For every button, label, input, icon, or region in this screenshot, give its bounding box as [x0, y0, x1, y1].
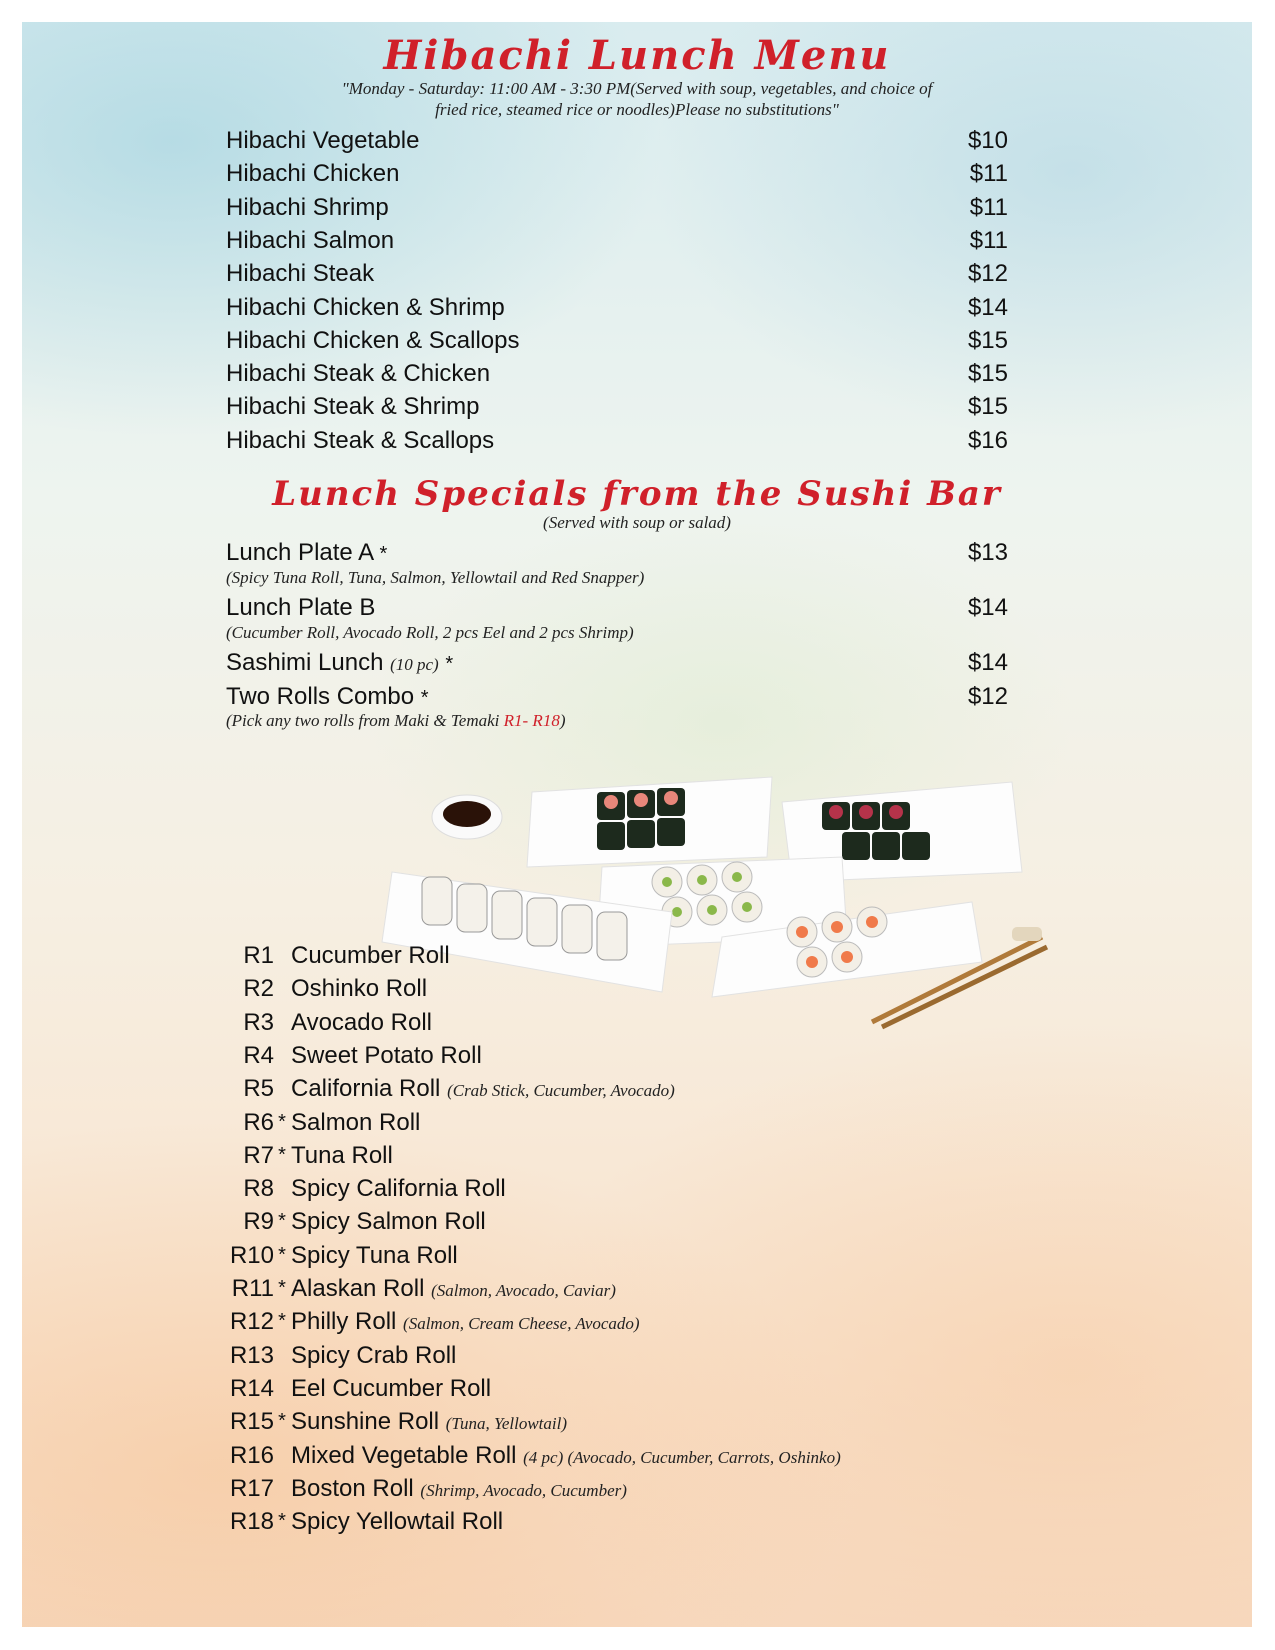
roll-name-wrap — [291, 1208, 486, 1236]
roll-name: Spicy Yellowtail Roll — [291, 1508, 504, 1536]
roll-code: R10 — [229, 1241, 274, 1269]
roll-name-wrap — [291, 1308, 640, 1336]
roll-item — [226, 1342, 1126, 1375]
item-name: Hibachi Steak — [226, 260, 375, 288]
roll-code: R4 — [243, 1041, 274, 1069]
item-price: $14 — [967, 649, 1008, 676]
roll-name-wrap — [291, 975, 427, 1003]
roll-name-wrap — [291, 1009, 432, 1037]
roll-name-wrap — [291, 942, 450, 970]
item-name: Hibachi Chicken & Scallops — [226, 326, 520, 354]
raw-star: * — [278, 1110, 286, 1133]
item-name: Hibachi Shrimp — [226, 193, 389, 221]
item-price: $15 — [967, 326, 1008, 354]
roll-name-wrap — [291, 1242, 458, 1270]
raw-star: * — [278, 1277, 286, 1299]
item-name: Two Rolls Combo — [226, 683, 415, 710]
roll-item — [226, 1408, 1126, 1441]
item-qty: (10 pc) — [390, 655, 439, 674]
hibachi-item — [226, 160, 1008, 193]
roll-name: Salmon Roll — [291, 1108, 421, 1136]
roll-name-wrap — [291, 1475, 627, 1503]
roll-code: R13 — [229, 1341, 274, 1369]
roll-code: R6 — [243, 1108, 274, 1136]
raw-star: * — [278, 1143, 286, 1166]
roll-item — [226, 1142, 1126, 1175]
roll-code: R1 — [243, 942, 274, 969]
roll-item — [226, 1375, 1126, 1408]
roll-name-wrap — [291, 1175, 506, 1203]
item-price: $11 — [969, 160, 1008, 188]
roll-code: R8 — [243, 1175, 274, 1203]
roll-item — [226, 1442, 1126, 1475]
roll-item — [226, 975, 1126, 1008]
roll-item — [226, 1242, 1126, 1275]
roll-item — [226, 1475, 1126, 1508]
roll-code: R5 — [243, 1075, 274, 1103]
raw-star: * — [278, 1310, 286, 1333]
hibachi-item — [226, 194, 1008, 227]
roll-item — [226, 1109, 1126, 1142]
item-price: $10 — [967, 127, 1008, 154]
roll-item — [226, 1042, 1126, 1075]
roll-code: R16 — [229, 1441, 274, 1469]
roll-name-wrap — [291, 1508, 503, 1536]
item-name: Hibachi Chicken — [226, 160, 400, 188]
roll-code: R7 — [243, 1141, 274, 1169]
roll-code: R11 — [231, 1275, 274, 1302]
menu-page — [22, 22, 1252, 1627]
roll-name-wrap — [291, 1408, 567, 1436]
roll-name-wrap — [291, 1442, 841, 1470]
hibachi-item — [226, 227, 1008, 260]
roll-range: R1- R18 — [503, 711, 560, 730]
roll-item — [226, 1308, 1126, 1341]
hibachi-title: Hibachi Lunch Menu — [383, 32, 891, 79]
roll-code: R9 — [243, 1208, 274, 1236]
roll-name: Spicy Tuna Roll — [291, 1241, 458, 1269]
item-price: $13 — [967, 539, 1008, 566]
roll-name: Boston Roll — [291, 1474, 414, 1502]
roll-name-wrap — [291, 1109, 420, 1137]
roll-note: (Salmon, Avocado, Caviar) — [431, 1281, 616, 1300]
roll-item — [226, 942, 1126, 975]
hibachi-item — [226, 427, 1008, 460]
hibachi-item — [226, 393, 1008, 426]
roll-name-wrap — [291, 1342, 456, 1370]
sashimi-lunch — [226, 649, 1008, 682]
item-name: Hibachi Steak & Shrimp — [226, 393, 480, 421]
desc-suffix: ) — [559, 711, 566, 730]
raw-star: * — [445, 653, 454, 675]
roll-name: Avocado Roll — [291, 1008, 432, 1036]
roll-name: Oshinko Roll — [291, 975, 428, 1003]
item-name: Sashimi Lunch — [226, 649, 384, 676]
raw-star: * — [278, 1243, 286, 1266]
roll-note: (Shrimp, Avocado, Cucumber) — [420, 1480, 627, 1500]
raw-star: * — [420, 687, 429, 709]
roll-name-wrap — [291, 1142, 393, 1170]
lunch-plate-b-desc: (Cucumber Roll, Avocado Roll, 2 pcs Eel and 2 pcs Shrimp) — [226, 623, 634, 642]
roll-code: R3 — [243, 1008, 274, 1036]
item-price: $11 — [969, 226, 1008, 254]
lunch-plate-a-desc: (Spicy Tuna Roll, Tuna, Salmon, Yellowtail and Red Snapper) — [226, 568, 645, 587]
raw-star: * — [278, 1210, 286, 1233]
hibachi-item — [226, 294, 1008, 327]
two-rolls-combo-desc — [226, 711, 566, 731]
raw-star: * — [278, 1510, 286, 1533]
roll-item — [226, 1275, 1126, 1308]
roll-name: Tuna Roll — [291, 1141, 393, 1169]
roll-name: Sweet Potato Roll — [291, 1041, 482, 1069]
hibachi-note-line-1: "Monday - Saturday: 11:00 AM - 3:30 PM(Served with soup, vegetables, and choice of — [341, 79, 933, 98]
roll-note: (4 pc) (Avocado, Cucumber, Carrots, Oshinko) — [523, 1447, 841, 1467]
item-name: Hibachi Salmon — [226, 226, 395, 254]
raw-star: * — [379, 543, 388, 565]
hibachi-item — [226, 127, 1008, 160]
roll-name-wrap — [291, 1275, 616, 1303]
roll-code: R14 — [229, 1374, 274, 1402]
roll-name: Eel Cucumber Roll — [291, 1374, 492, 1402]
item-price: $15 — [967, 393, 1008, 421]
item-name: Lunch Plate A — [226, 539, 373, 566]
item-name: Hibachi Vegetable — [226, 127, 420, 154]
roll-name: Spicy Crab Roll — [291, 1341, 457, 1369]
hibachi-note-line-2: fried rice, steamed rice or noodles)Please no substitutions" — [435, 100, 839, 119]
roll-name: Philly Roll — [291, 1308, 397, 1336]
roll-item — [226, 1075, 1126, 1108]
hibachi-item — [226, 327, 1008, 360]
item-price: $11 — [969, 193, 1008, 221]
roll-code: R18 — [229, 1508, 274, 1536]
roll-name: California Roll — [291, 1075, 441, 1103]
roll-code: R15 — [229, 1408, 274, 1436]
roll-note: (Salmon, Cream Cheese, Avocado) — [403, 1314, 640, 1334]
roll-item — [226, 1208, 1126, 1241]
roll-name-wrap — [291, 1375, 491, 1403]
roll-note: (Crab Stick, Cucumber, Avocado) — [447, 1081, 675, 1101]
hibachi-item — [226, 360, 1008, 393]
sushi-bar-note: (Served with soup or salad) — [543, 513, 731, 532]
roll-name: Spicy Salmon Roll — [291, 1208, 486, 1236]
desc-prefix: (Pick any two rolls from Maki & Temaki — [226, 711, 504, 730]
raw-star: * — [278, 1410, 286, 1433]
sushi-bar-title: Lunch Specials from the Sushi Bar — [272, 474, 1002, 514]
roll-item — [226, 1508, 1126, 1541]
roll-item — [226, 1175, 1126, 1208]
roll-name: Cucumber Roll — [291, 942, 450, 969]
roll-code: R12 — [229, 1308, 274, 1336]
item-name: Lunch Plate B — [226, 594, 376, 621]
item-name: Hibachi Steak & Scallops — [226, 426, 495, 454]
roll-name: Alaskan Roll — [291, 1275, 425, 1302]
item-price: $12 — [967, 260, 1008, 288]
item-price: $14 — [967, 293, 1008, 321]
hibachi-item — [226, 260, 1008, 293]
roll-code: R2 — [243, 975, 274, 1003]
item-price: $14 — [967, 594, 1008, 621]
item-price: $12 — [967, 683, 1008, 710]
roll-name: Sunshine Roll — [291, 1408, 440, 1436]
roll-code: R17 — [229, 1474, 274, 1502]
roll-name: Spicy California Roll — [291, 1175, 506, 1203]
roll-note: (Tuna, Yellowtail) — [445, 1414, 567, 1434]
item-name: Hibachi Chicken & Shrimp — [226, 293, 505, 321]
roll-name-wrap — [291, 1042, 482, 1070]
item-name: Hibachi Steak & Chicken — [226, 360, 491, 388]
roll-name: Mixed Vegetable Roll — [291, 1441, 517, 1469]
roll-name-wrap — [291, 1075, 675, 1103]
item-price: $16 — [967, 426, 1008, 454]
item-price: $15 — [967, 360, 1008, 388]
roll-item — [226, 1009, 1126, 1042]
